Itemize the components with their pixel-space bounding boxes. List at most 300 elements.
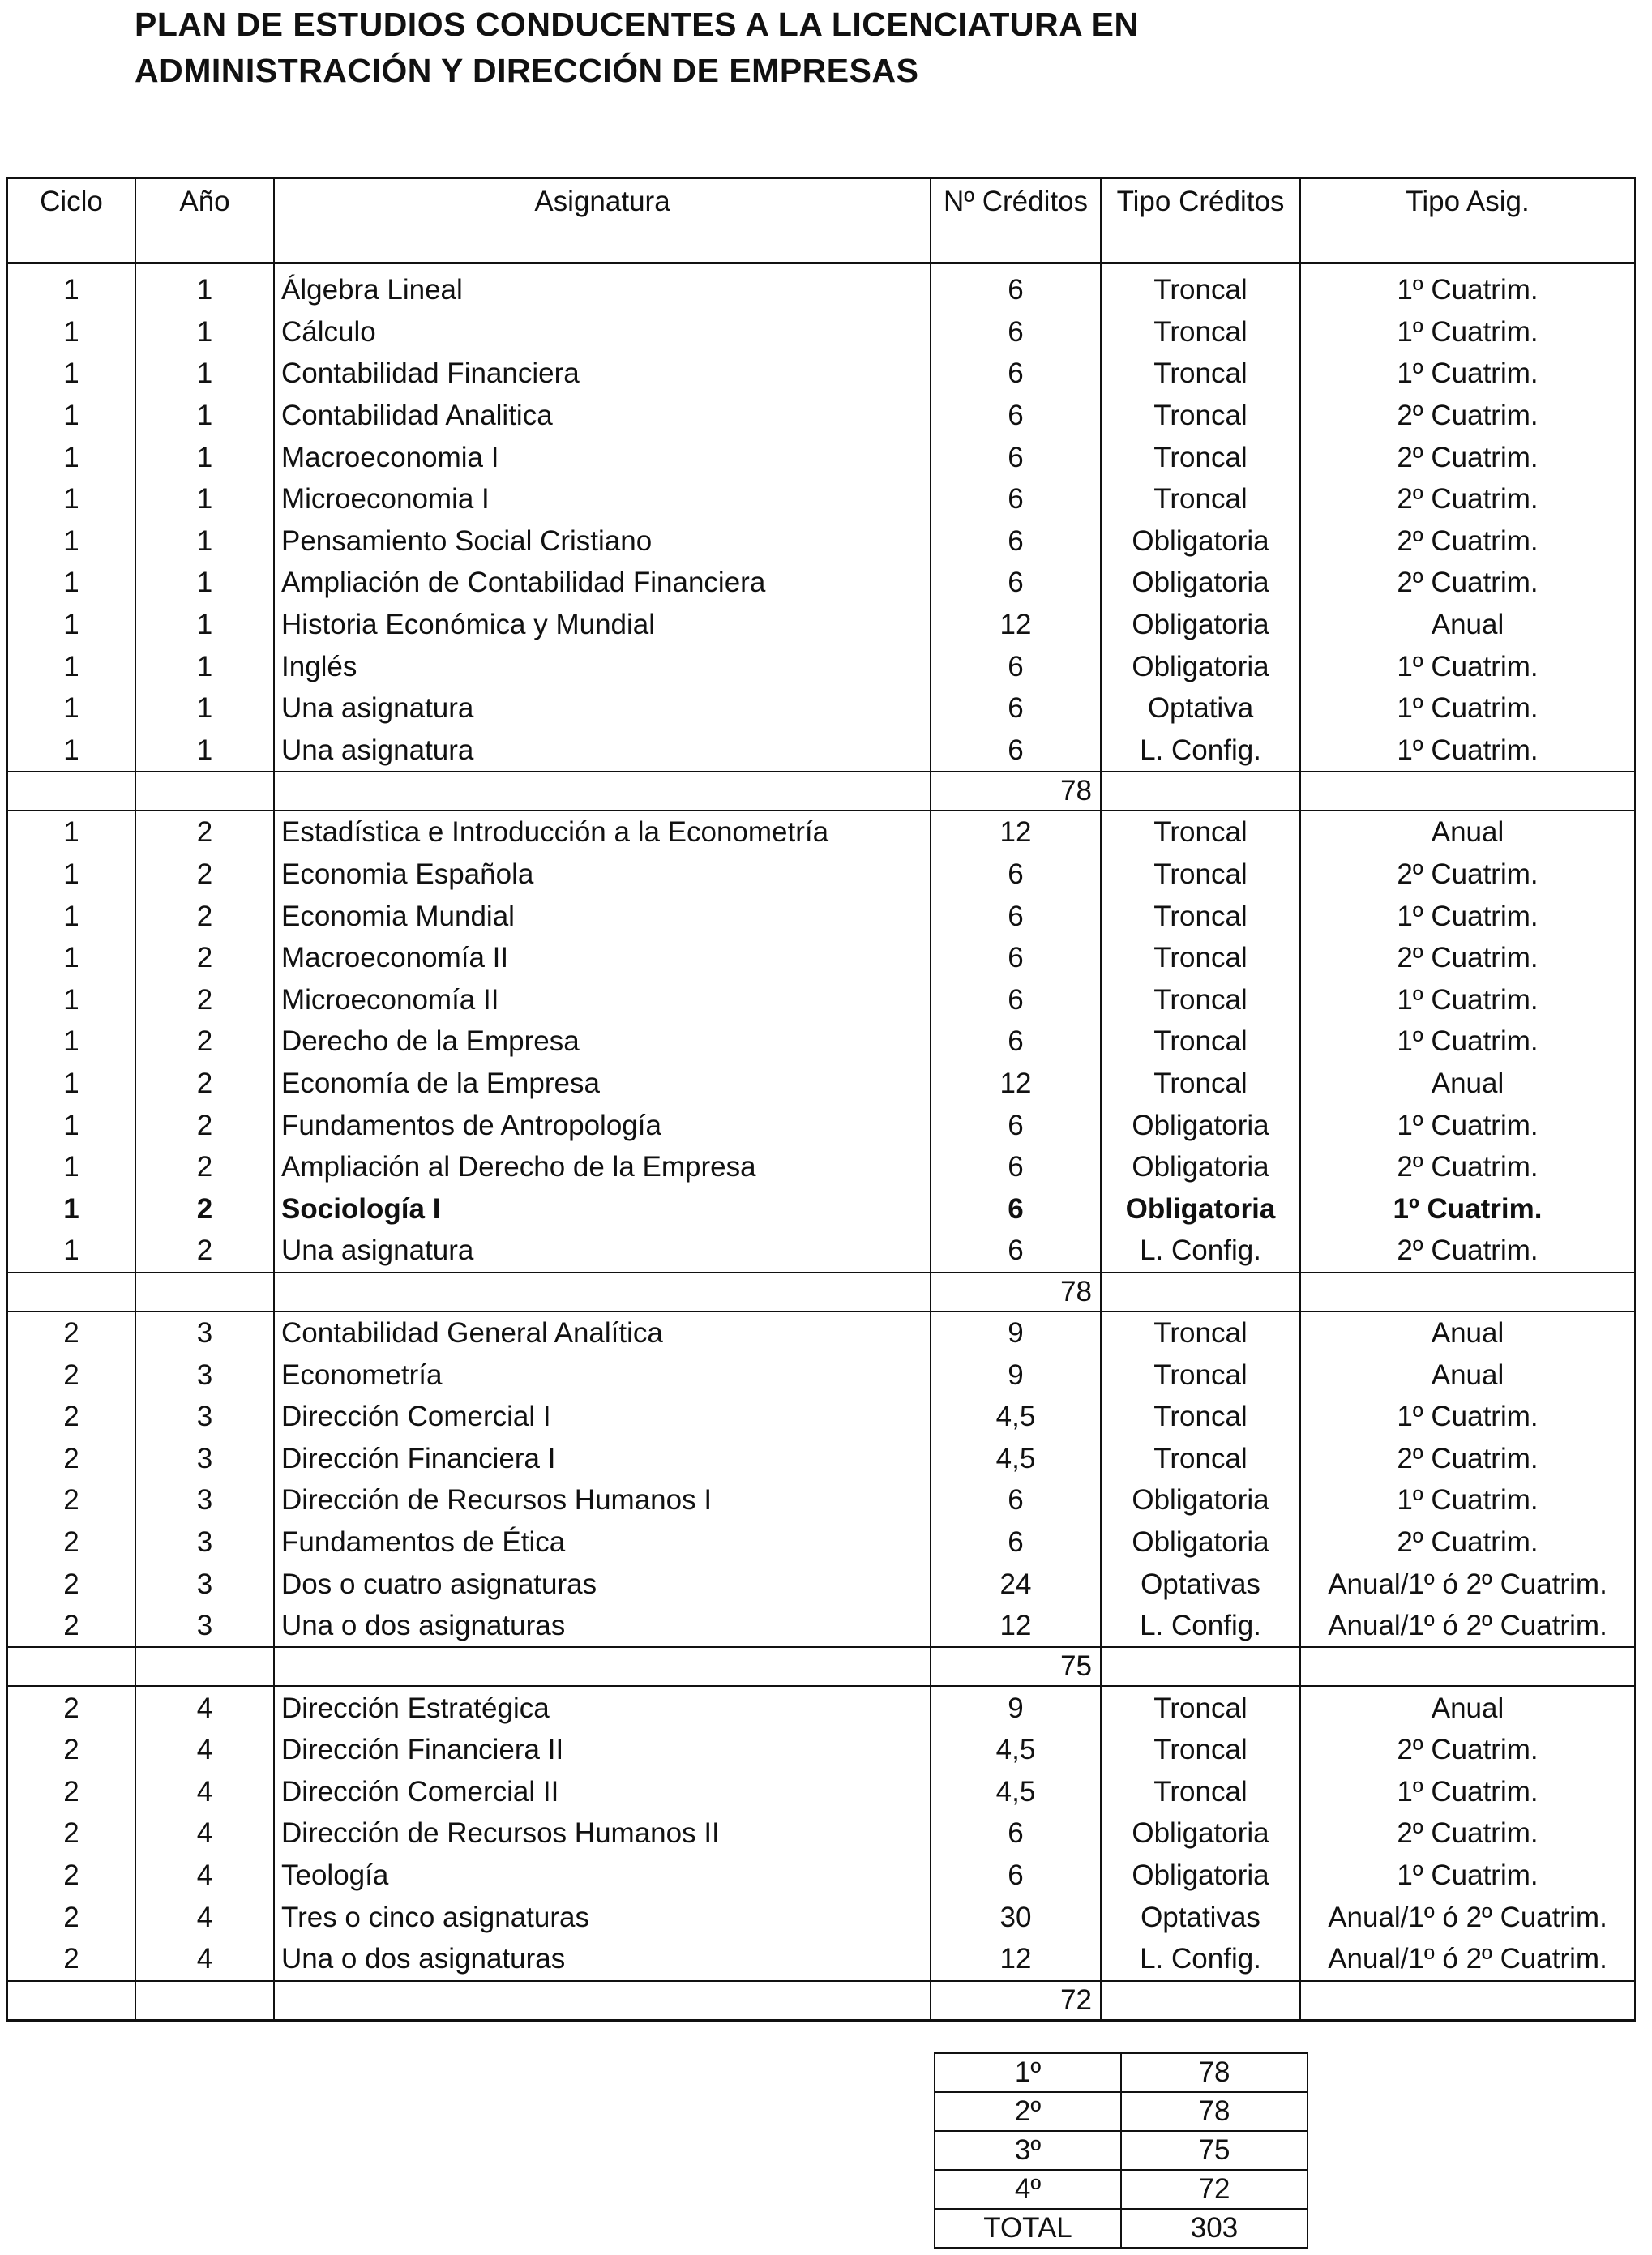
cell-tipo-creditos: Obligatoria: [1101, 1812, 1300, 1855]
cell-tipo-creditos: Troncal: [1101, 1686, 1300, 1729]
table-row: [7, 1187, 1635, 1230]
spacer-cell: [931, 263, 1101, 270]
cell-ano: 3: [135, 1311, 274, 1354]
cell-ciclo: 1: [7, 1063, 135, 1105]
spacer-cell: [135, 263, 274, 270]
table-row: [7, 1563, 1635, 1605]
cell-tipo-creditos: Obligatoria: [1101, 1855, 1300, 1897]
cell-tipo-creditos: Troncal: [1101, 811, 1300, 854]
cell-tipo-asig: Anual/1º ó 2º Cuatrim.: [1300, 1896, 1635, 1938]
table-row: [7, 1021, 1635, 1063]
cell-asignatura: Dirección Comercial I: [274, 1396, 931, 1438]
table-row: [7, 311, 1635, 353]
cell-ano: 1: [135, 645, 274, 687]
table-row: [7, 436, 1635, 478]
cell-ciclo: 1: [7, 1104, 135, 1146]
cell-ano: 4: [135, 1729, 274, 1771]
header-tipo-asig: Tipo Asig.: [1300, 178, 1635, 263]
cell-tipo-creditos: L. Config.: [1101, 1230, 1300, 1273]
cell-tipo-asig: Anual/1º ó 2º Cuatrim.: [1300, 1938, 1635, 1981]
cell-tipo-asig: 2º Cuatrim.: [1300, 1729, 1635, 1771]
table-row: [7, 1605, 1635, 1648]
cell-tipo-creditos: Troncal: [1101, 1311, 1300, 1354]
cell-ano: 1: [135, 520, 274, 563]
subtotal-empty-cell: [7, 772, 135, 811]
cell-tipo-creditos: Optativas: [1101, 1563, 1300, 1605]
cell-ciclo: 1: [7, 895, 135, 937]
cell-ciclo: 2: [7, 1396, 135, 1438]
cell-creditos: 6: [931, 730, 1101, 772]
table-row: [7, 604, 1635, 646]
cell-ciclo: 1: [7, 1021, 135, 1063]
cell-tipo-asig: 1º Cuatrim.: [1300, 1479, 1635, 1521]
table-row: [7, 979, 1635, 1021]
cell-tipo-asig: 2º Cuatrim.: [1300, 854, 1635, 896]
cell-ciclo: 1: [7, 645, 135, 687]
cell-tipo-creditos: L. Config.: [1101, 730, 1300, 772]
cell-tipo-asig: 1º Cuatrim.: [1300, 1021, 1635, 1063]
cell-asignatura: Microeconomia I: [274, 478, 931, 520]
cell-tipo-asig: 2º Cuatrim.: [1300, 1146, 1635, 1188]
table-row: [7, 687, 1635, 730]
cell-tipo-asig: Anual: [1300, 1686, 1635, 1729]
year-group-4: [7, 1686, 1635, 2020]
cell-asignatura: Contabilidad Analitica: [274, 395, 931, 437]
title-line-1: PLAN DE ESTUDIOS CONDUCENTES A LA LICENCIATURA EN: [135, 6, 1139, 43]
cell-asignatura: Álgebra Lineal: [274, 269, 931, 311]
cell-ciclo: 1: [7, 478, 135, 520]
cell-creditos: 6: [931, 562, 1101, 604]
cell-ano: 3: [135, 1437, 274, 1479]
cell-asignatura: Una asignatura: [274, 730, 931, 772]
cell-creditos: 12: [931, 1938, 1101, 1981]
cell-ano: 3: [135, 1354, 274, 1396]
subtotal-row: [7, 1647, 1635, 1686]
cell-ano: 4: [135, 1896, 274, 1938]
cell-asignatura: Inglés: [274, 645, 931, 687]
cell-tipo-creditos: Obligatoria: [1101, 562, 1300, 604]
spacer-cell: [7, 263, 135, 270]
cell-ciclo: 1: [7, 269, 135, 311]
table-row: [7, 1354, 1635, 1396]
cell-asignatura: Historia Económica y Mundial: [274, 604, 931, 646]
cell-ano: 2: [135, 1104, 274, 1146]
cell-asignatura: Dirección Comercial II: [274, 1771, 931, 1813]
table-row: [7, 1146, 1635, 1188]
cell-creditos: 6: [931, 1104, 1101, 1146]
title-line-2: ADMINISTRACIÓN Y DIRECCIÓN DE EMPRESAS: [135, 52, 919, 89]
cell-ciclo: 1: [7, 562, 135, 604]
year-group-1: [7, 263, 1635, 811]
subtotal-empty-cell: [135, 1273, 274, 1311]
subtotal-row: [7, 1981, 1635, 2021]
cell-ciclo: 2: [7, 1812, 135, 1855]
header-ano: Año: [135, 178, 274, 263]
table-row: [7, 1896, 1635, 1938]
cell-ciclo: 2: [7, 1311, 135, 1354]
cell-tipo-asig: 2º Cuatrim.: [1300, 562, 1635, 604]
cell-tipo-asig: 2º Cuatrim.: [1300, 1521, 1635, 1564]
cell-ano: 3: [135, 1396, 274, 1438]
subtotal-row: [7, 1273, 1635, 1311]
cell-tipo-asig: 2º Cuatrim.: [1300, 436, 1635, 478]
cell-ciclo: 2: [7, 1896, 135, 1938]
cell-ciclo: 1: [7, 854, 135, 896]
cell-tipo-asig: 2º Cuatrim.: [1300, 1230, 1635, 1273]
subtotal-empty-cell: [274, 772, 931, 811]
cell-tipo-asig: 1º Cuatrim.: [1300, 1187, 1635, 1230]
cell-ciclo: 1: [7, 1146, 135, 1188]
cell-ano: 1: [135, 562, 274, 604]
cell-tipo-creditos: Troncal: [1101, 854, 1300, 896]
summary-credits: 78: [1121, 2092, 1307, 2131]
subtotal-empty-cell: [1101, 1647, 1300, 1686]
cell-creditos: 6: [931, 1812, 1101, 1855]
table-row: [7, 937, 1635, 979]
cell-creditos: 4,5: [931, 1771, 1101, 1813]
table-row: [7, 645, 1635, 687]
table-row: [7, 811, 1635, 854]
subtotal-empty-cell: [1300, 772, 1635, 811]
cell-creditos: 6: [931, 979, 1101, 1021]
subtotal-credits: 78: [931, 772, 1101, 811]
table-row: [7, 1311, 1635, 1354]
subtotal-empty-cell: [1300, 1647, 1635, 1686]
cell-ano: 1: [135, 687, 274, 730]
cell-ciclo: 1: [7, 1230, 135, 1273]
cell-tipo-asig: 2º Cuatrim.: [1300, 1812, 1635, 1855]
cell-tipo-creditos: Obligatoria: [1101, 1146, 1300, 1188]
table-row: [7, 1521, 1635, 1564]
spacer-row: [7, 263, 1635, 270]
table-row: [7, 395, 1635, 437]
cell-asignatura: Dirección Financiera II: [274, 1729, 931, 1771]
cell-creditos: 4,5: [931, 1437, 1101, 1479]
cell-creditos: 9: [931, 1354, 1101, 1396]
cell-ano: 1: [135, 395, 274, 437]
cell-creditos: 4,5: [931, 1396, 1101, 1438]
cell-tipo-creditos: Troncal: [1101, 269, 1300, 311]
cell-tipo-creditos: Troncal: [1101, 937, 1300, 979]
cell-tipo-creditos: Obligatoria: [1101, 1187, 1300, 1230]
cell-ano: 4: [135, 1686, 274, 1729]
summary-credits: 78: [1121, 2053, 1307, 2092]
cell-ano: 2: [135, 1146, 274, 1188]
table-row: [7, 1686, 1635, 1729]
cell-ano: 2: [135, 937, 274, 979]
cell-ano: 2: [135, 854, 274, 896]
table-row: [7, 1104, 1635, 1146]
cell-creditos: 6: [931, 854, 1101, 896]
cell-creditos: 6: [931, 478, 1101, 520]
cell-asignatura: Dirección Estratégica: [274, 1686, 931, 1729]
cell-tipo-creditos: Troncal: [1101, 1437, 1300, 1479]
summary-row: [935, 2170, 1307, 2209]
cell-asignatura: Dos o cuatro asignaturas: [274, 1563, 931, 1605]
cell-creditos: 6: [931, 1146, 1101, 1188]
cell-tipo-asig: Anual: [1300, 1311, 1635, 1354]
subtotal-credits: 75: [931, 1647, 1101, 1686]
subtotal-empty-cell: [1101, 1981, 1300, 2021]
cell-ano: 1: [135, 436, 274, 478]
cell-ciclo: 1: [7, 687, 135, 730]
cell-tipo-asig: 1º Cuatrim.: [1300, 687, 1635, 730]
cell-tipo-creditos: Troncal: [1101, 353, 1300, 395]
cell-ciclo: 1: [7, 436, 135, 478]
cell-tipo-asig: 2º Cuatrim.: [1300, 478, 1635, 520]
cell-creditos: 6: [931, 1230, 1101, 1273]
cell-tipo-creditos: Obligatoria: [1101, 645, 1300, 687]
cell-tipo-asig: 1º Cuatrim.: [1300, 730, 1635, 772]
spacer-cell: [1300, 263, 1635, 270]
cell-ciclo: 1: [7, 1187, 135, 1230]
cell-ano: 1: [135, 353, 274, 395]
cell-ciclo: 1: [7, 937, 135, 979]
spacer-cell: [274, 263, 931, 270]
cell-tipo-asig: 1º Cuatrim.: [1300, 1771, 1635, 1813]
cell-asignatura: Contabilidad Financiera: [274, 353, 931, 395]
cell-creditos: 6: [931, 395, 1101, 437]
cell-asignatura: Una o dos asignaturas: [274, 1938, 931, 1981]
cell-ano: 4: [135, 1812, 274, 1855]
cell-ciclo: 2: [7, 1354, 135, 1396]
cell-asignatura: Ampliación de Contabilidad Financiera: [274, 562, 931, 604]
cell-tipo-asig: Anual/1º ó 2º Cuatrim.: [1300, 1605, 1635, 1648]
cell-tipo-creditos: Troncal: [1101, 1396, 1300, 1438]
cell-ano: 1: [135, 311, 274, 353]
header-row: [7, 178, 1635, 263]
cell-tipo-asig: Anual: [1300, 1354, 1635, 1396]
cell-ano: 2: [135, 979, 274, 1021]
cell-asignatura: Derecho de la Empresa: [274, 1021, 931, 1063]
cell-ano: 2: [135, 895, 274, 937]
cell-ano: 1: [135, 730, 274, 772]
cell-tipo-asig: 2º Cuatrim.: [1300, 1437, 1635, 1479]
cell-creditos: 6: [931, 687, 1101, 730]
cell-asignatura: Pensamiento Social Cristiano: [274, 520, 931, 563]
cell-tipo-creditos: Troncal: [1101, 1771, 1300, 1813]
document-title: [135, 2, 1139, 94]
cell-asignatura: Dirección de Recursos Humanos I: [274, 1479, 931, 1521]
cell-tipo-creditos: Obligatoria: [1101, 1479, 1300, 1521]
cell-asignatura: Fundamentos de Antropología: [274, 1104, 931, 1146]
cell-creditos: 9: [931, 1311, 1101, 1354]
cell-ciclo: 1: [7, 353, 135, 395]
cell-tipo-creditos: Troncal: [1101, 395, 1300, 437]
cell-ciclo: 1: [7, 811, 135, 854]
cell-tipo-asig: 1º Cuatrim.: [1300, 269, 1635, 311]
cell-creditos: 6: [931, 645, 1101, 687]
cell-asignatura: Contabilidad General Analítica: [274, 1311, 931, 1354]
cell-ano: 2: [135, 1021, 274, 1063]
cell-asignatura: Dirección de Recursos Humanos II: [274, 1812, 931, 1855]
summary-row: [935, 2209, 1307, 2248]
cell-asignatura: Macroeconomia I: [274, 436, 931, 478]
cell-asignatura: Una o dos asignaturas: [274, 1605, 931, 1648]
cell-ciclo: 2: [7, 1686, 135, 1729]
cell-asignatura: Economia Española: [274, 854, 931, 896]
cell-tipo-asig: 1º Cuatrim.: [1300, 353, 1635, 395]
cell-tipo-creditos: Optativas: [1101, 1896, 1300, 1938]
header-creditos: Nº Créditos: [931, 178, 1101, 263]
table-row: [7, 1230, 1635, 1273]
cell-creditos: 6: [931, 1021, 1101, 1063]
subtotal-empty-cell: [1300, 1981, 1635, 2021]
cell-tipo-asig: Anual: [1300, 1063, 1635, 1105]
cell-ciclo: 1: [7, 979, 135, 1021]
cell-creditos: 6: [931, 520, 1101, 563]
summary-year: 2º: [935, 2092, 1121, 2131]
cell-asignatura: Econometría: [274, 1354, 931, 1396]
cell-creditos: 6: [931, 895, 1101, 937]
cell-tipo-asig: 1º Cuatrim.: [1300, 311, 1635, 353]
summary-row: [935, 2131, 1307, 2170]
header-asignatura: Asignatura: [274, 178, 931, 263]
table-row: [7, 1063, 1635, 1105]
cell-creditos: 6: [931, 1521, 1101, 1564]
subtotal-empty-cell: [135, 1981, 274, 2021]
summary-year: 3º: [935, 2131, 1121, 2170]
cell-asignatura: Economía de la Empresa: [274, 1063, 931, 1105]
cell-asignatura: Economia Mundial: [274, 895, 931, 937]
cell-ano: 1: [135, 478, 274, 520]
cell-ano: 3: [135, 1563, 274, 1605]
cell-asignatura: Una asignatura: [274, 1230, 931, 1273]
cell-tipo-asig: 1º Cuatrim.: [1300, 1396, 1635, 1438]
study-plan-table: [6, 177, 1636, 2022]
table-row: [7, 1771, 1635, 1813]
summary-credits: 72: [1121, 2170, 1307, 2209]
table-row: [7, 730, 1635, 772]
spacer-cell: [1101, 263, 1300, 270]
table-row: [7, 520, 1635, 563]
table-row: [7, 353, 1635, 395]
cell-tipo-asig: Anual/1º ó 2º Cuatrim.: [1300, 1563, 1635, 1605]
cell-tipo-creditos: L. Config.: [1101, 1605, 1300, 1648]
subtotal-row: [7, 772, 1635, 811]
cell-asignatura: Una asignatura: [274, 687, 931, 730]
cell-asignatura: Fundamentos de Ética: [274, 1521, 931, 1564]
cell-tipo-asig: 1º Cuatrim.: [1300, 979, 1635, 1021]
cell-asignatura: Sociología I: [274, 1187, 931, 1230]
cell-ciclo: 2: [7, 1938, 135, 1981]
cell-ano: 3: [135, 1605, 274, 1648]
cell-tipo-asig: 2º Cuatrim.: [1300, 937, 1635, 979]
cell-tipo-asig: 1º Cuatrim.: [1300, 1104, 1635, 1146]
cell-creditos: 12: [931, 1063, 1101, 1105]
cell-creditos: 6: [931, 353, 1101, 395]
subtotal-credits: 78: [931, 1273, 1101, 1311]
cell-ano: 2: [135, 811, 274, 854]
cell-asignatura: Teología: [274, 1855, 931, 1897]
cell-ciclo: 1: [7, 520, 135, 563]
cell-asignatura: Microeconomía II: [274, 979, 931, 1021]
table-row: [7, 1396, 1635, 1438]
cell-creditos: 30: [931, 1896, 1101, 1938]
cell-ano: 4: [135, 1771, 274, 1813]
table-row: [7, 895, 1635, 937]
cell-tipo-creditos: Troncal: [1101, 1063, 1300, 1105]
table-row: [7, 478, 1635, 520]
cell-asignatura: Macroeconomía II: [274, 937, 931, 979]
table-row: [7, 1437, 1635, 1479]
table-row: [7, 269, 1635, 311]
cell-ano: 2: [135, 1230, 274, 1273]
cell-ciclo: 1: [7, 730, 135, 772]
cell-ano: 1: [135, 269, 274, 311]
cell-ciclo: 2: [7, 1855, 135, 1897]
cell-creditos: 24: [931, 1563, 1101, 1605]
credits-summary-table: [934, 2052, 1308, 2249]
year-group-3: [7, 1311, 1635, 1687]
header-tipo-creditos: Tipo Créditos: [1101, 178, 1300, 263]
cell-ano: 4: [135, 1938, 274, 1981]
cell-creditos: 9: [931, 1686, 1101, 1729]
subtotal-empty-cell: [135, 772, 274, 811]
subtotal-empty-cell: [274, 1273, 931, 1311]
cell-asignatura: Estadística e Introducción a la Econometría: [274, 811, 931, 854]
cell-creditos: 12: [931, 1605, 1101, 1648]
cell-tipo-asig: 2º Cuatrim.: [1300, 395, 1635, 437]
cell-tipo-creditos: Obligatoria: [1101, 520, 1300, 563]
cell-creditos: 6: [931, 436, 1101, 478]
cell-ciclo: 2: [7, 1771, 135, 1813]
table-row: [7, 1812, 1635, 1855]
cell-ano: 2: [135, 1187, 274, 1230]
cell-ciclo: 2: [7, 1479, 135, 1521]
summary-year: 4º: [935, 2170, 1121, 2209]
cell-ciclo: 2: [7, 1563, 135, 1605]
cell-ano: 3: [135, 1521, 274, 1564]
cell-tipo-creditos: Troncal: [1101, 478, 1300, 520]
subtotal-credits: 72: [931, 1981, 1101, 2021]
cell-tipo-creditos: Troncal: [1101, 979, 1300, 1021]
cell-tipo-creditos: L. Config.: [1101, 1938, 1300, 1981]
header-ciclo: Ciclo: [7, 178, 135, 263]
subtotal-empty-cell: [1101, 772, 1300, 811]
cell-creditos: 4,5: [931, 1729, 1101, 1771]
cell-ciclo: 2: [7, 1729, 135, 1771]
table-row: [7, 1855, 1635, 1897]
cell-creditos: 6: [931, 1855, 1101, 1897]
cell-tipo-creditos: Troncal: [1101, 895, 1300, 937]
cell-ano: 1: [135, 604, 274, 646]
year-group-2: [7, 811, 1635, 1311]
cell-creditos: 6: [931, 311, 1101, 353]
table-row: [7, 1938, 1635, 1981]
summary-row: [935, 2092, 1307, 2131]
cell-tipo-asig: 1º Cuatrim.: [1300, 895, 1635, 937]
cell-creditos: 6: [931, 1479, 1101, 1521]
subtotal-empty-cell: [274, 1647, 931, 1686]
subtotal-empty-cell: [7, 1647, 135, 1686]
cell-ano: 4: [135, 1855, 274, 1897]
cell-tipo-creditos: Obligatoria: [1101, 1521, 1300, 1564]
cell-creditos: 12: [931, 604, 1101, 646]
cell-tipo-asig: 2º Cuatrim.: [1300, 520, 1635, 563]
cell-ciclo: 1: [7, 311, 135, 353]
cell-ano: 3: [135, 1479, 274, 1521]
cell-ciclo: 1: [7, 604, 135, 646]
table-row: [7, 1479, 1635, 1521]
cell-tipo-creditos: Troncal: [1101, 436, 1300, 478]
cell-tipo-asig: 1º Cuatrim.: [1300, 645, 1635, 687]
cell-tipo-asig: 1º Cuatrim.: [1300, 1855, 1635, 1897]
table-row: [7, 854, 1635, 896]
cell-asignatura: Dirección Financiera I: [274, 1437, 931, 1479]
summary-year: TOTAL: [935, 2209, 1121, 2248]
subtotal-empty-cell: [135, 1647, 274, 1686]
